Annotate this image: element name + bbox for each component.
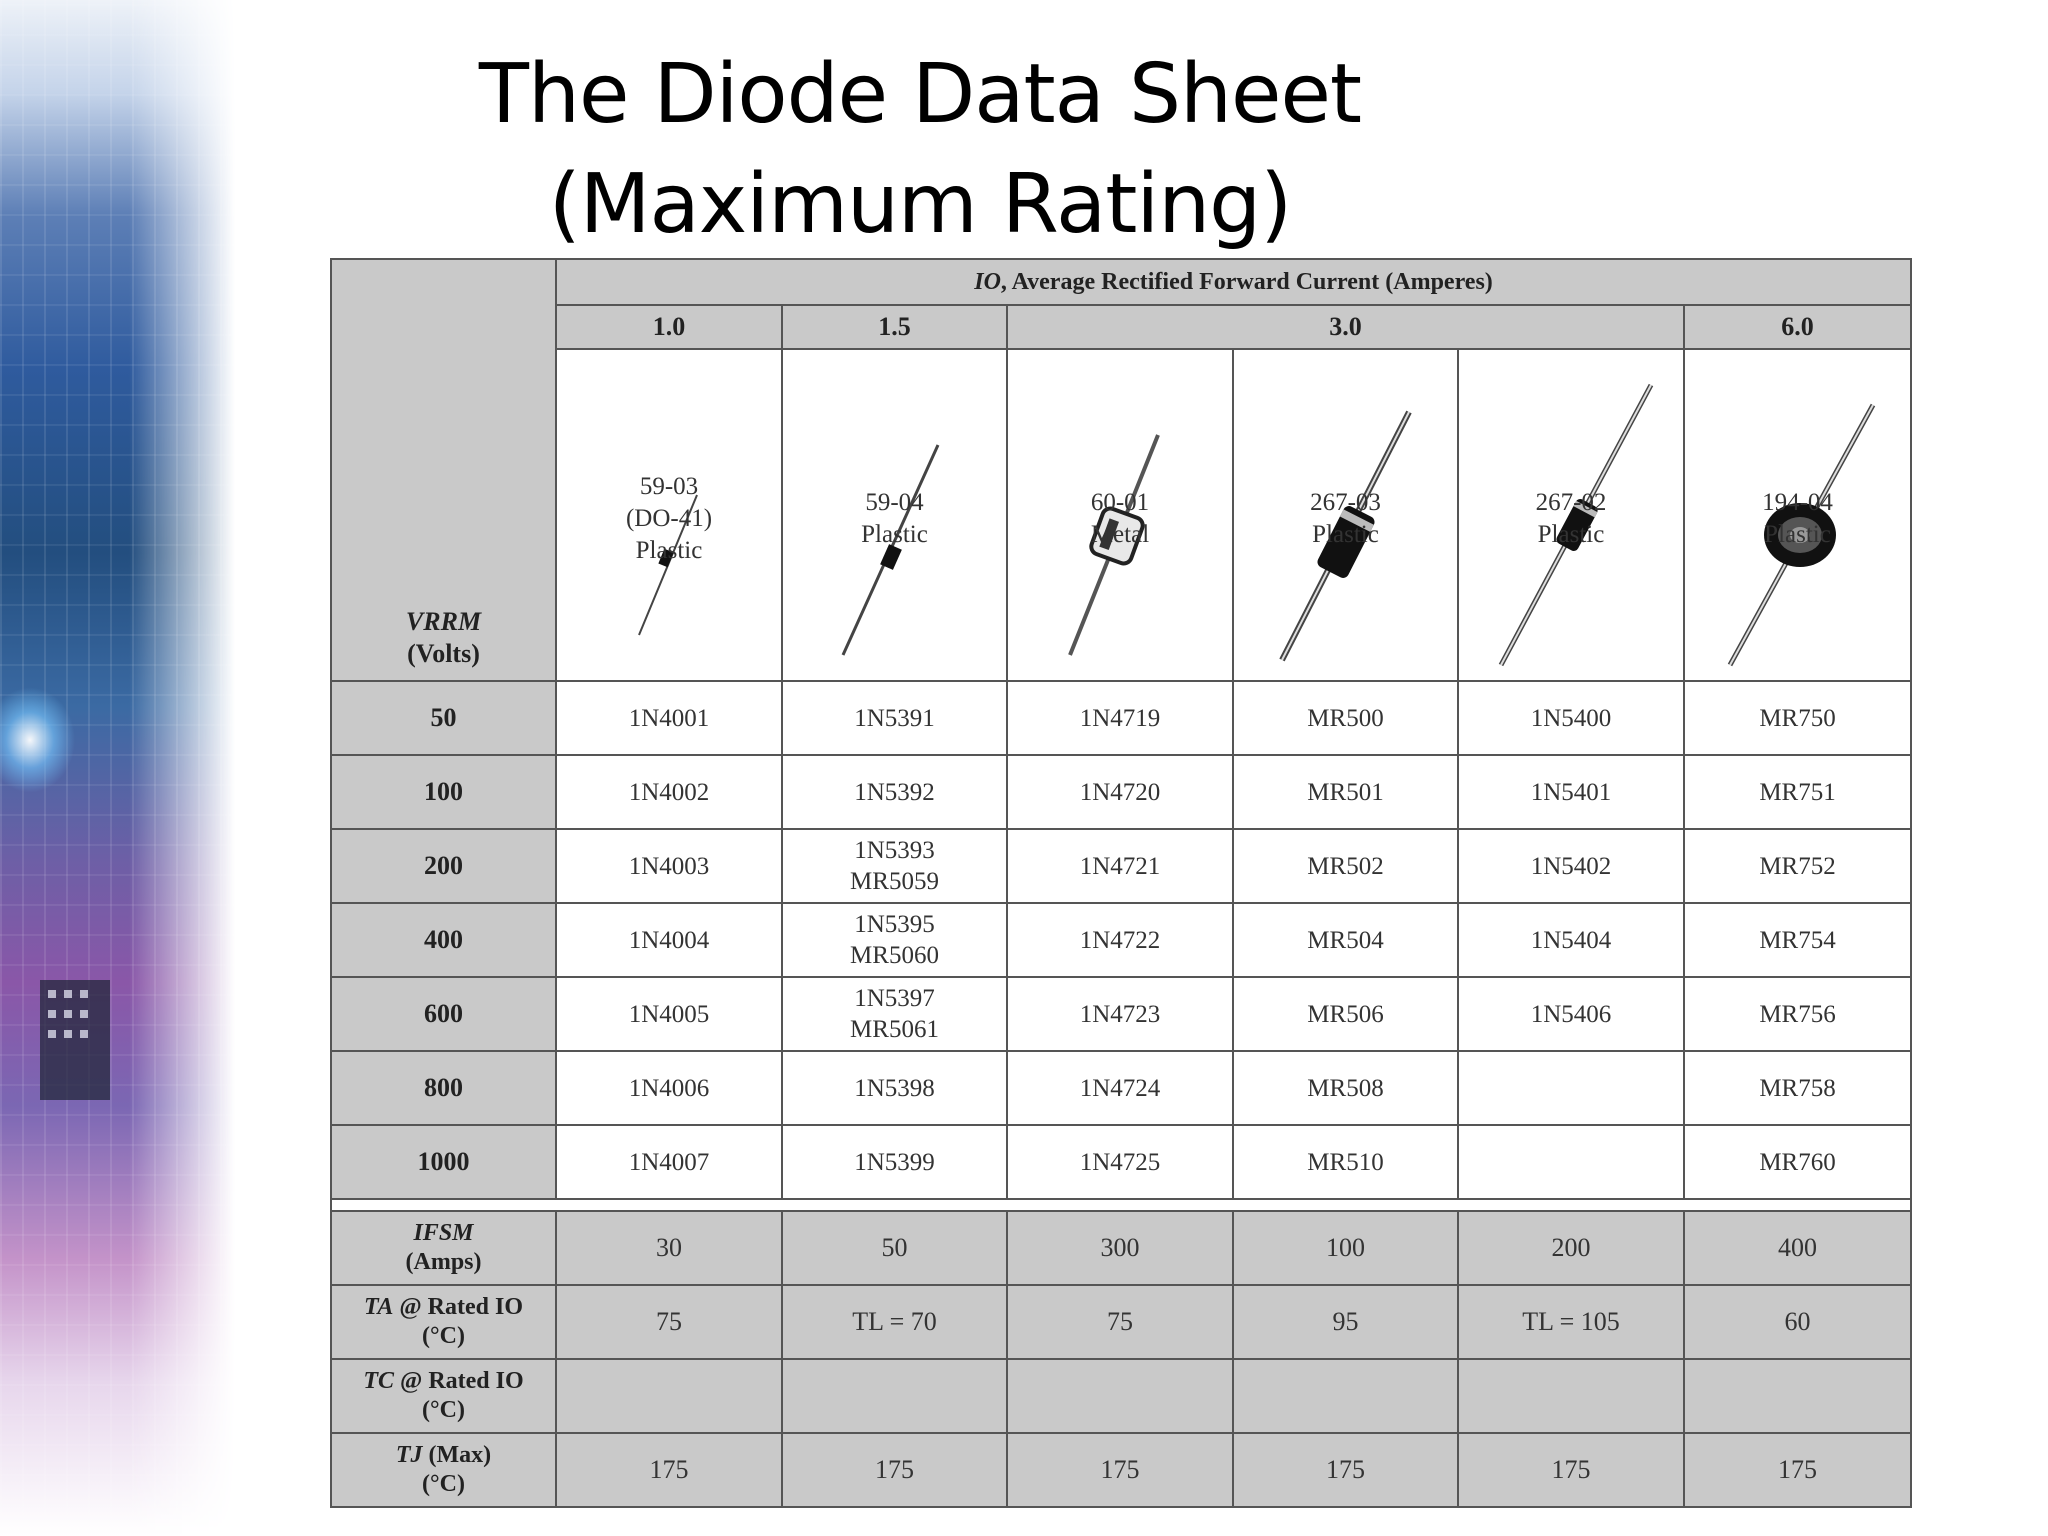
package-cell <box>782 349 1007 681</box>
table-row <box>331 903 1911 977</box>
rating-label <box>331 1285 556 1359</box>
package-material: Plastic <box>635 537 703 564</box>
part-number-cell: MR750 <box>1684 681 1911 755</box>
rating-row <box>331 1211 1911 1285</box>
package-case: 267-02 <box>1535 489 1607 516</box>
package-cell <box>1233 349 1458 681</box>
part-number-cell: MR754 <box>1684 903 1911 977</box>
decorative-chip-graphic <box>20 920 150 1180</box>
rating-value-cell <box>1458 1359 1684 1433</box>
vrrm-value: 400 <box>331 903 556 977</box>
rating-value-cell: 200 <box>1458 1211 1684 1285</box>
rating-row <box>331 1285 1911 1359</box>
rating-value-cell <box>1007 1359 1233 1433</box>
rating-value-cell: 175 <box>1233 1433 1458 1507</box>
package-cell <box>1458 349 1684 681</box>
rating-value-cell: 175 <box>1007 1433 1233 1507</box>
table-row <box>331 1125 1911 1199</box>
part-number-cell <box>1458 1051 1684 1125</box>
rating-value-cell: 175 <box>1684 1433 1911 1507</box>
part-number-cell: 1N4725 <box>1007 1125 1233 1199</box>
part-number-cell: 1N5393 MR5059 <box>782 829 1007 903</box>
rating-symbol: TA <box>364 1294 394 1320</box>
table-row <box>331 829 1911 903</box>
part-number-cell: MR760 <box>1684 1125 1911 1199</box>
package-case: 59-03 <box>639 473 699 500</box>
table-row <box>331 977 1911 1051</box>
part-number-cell: 1N5400 <box>1458 681 1684 755</box>
rating-row <box>331 1359 1911 1433</box>
rating-label <box>331 1359 556 1433</box>
rating-value-cell: TL = 70 <box>782 1285 1007 1359</box>
part-number-cell: 1N4002 <box>556 755 782 829</box>
package-case: 194-04 <box>1762 489 1833 516</box>
package-case: 60-01 <box>1090 489 1150 516</box>
part-number-cell <box>1458 1125 1684 1199</box>
rating-unit: (Amps) <box>405 1249 482 1275</box>
package-cell <box>556 349 782 681</box>
part-number-cell: 1N5399 <box>782 1125 1007 1199</box>
rating-value-cell: 75 <box>1007 1285 1233 1359</box>
part-number-cell: 1N4719 <box>1007 681 1233 755</box>
package-material: Plastic <box>1537 521 1605 548</box>
part-number-cell: 1N4006 <box>556 1051 782 1125</box>
package-cell <box>1007 349 1233 681</box>
rating-label <box>331 1433 556 1507</box>
decorative-circuit-board-strip <box>0 0 235 1536</box>
slide-title <box>380 40 1460 260</box>
vrrm-value: 800 <box>331 1051 556 1125</box>
part-number-cell: MR508 <box>1233 1051 1458 1125</box>
part-number-cell: MR502 <box>1233 829 1458 903</box>
part-number-cell: MR500 <box>1233 681 1458 755</box>
part-number-cell: 1N5402 <box>1458 829 1684 903</box>
package-case: 267-03 <box>1310 489 1381 516</box>
vrrm-symbol: VRRM <box>405 607 482 636</box>
header-title-row <box>331 259 1911 305</box>
part-number-cell: 1N4001 <box>556 681 782 755</box>
part-number-cell: 1N4007 <box>556 1125 782 1199</box>
package-line2: (DO-41) <box>625 505 713 532</box>
rating-value-cell <box>1233 1359 1458 1433</box>
package-material: Plastic <box>1312 521 1379 548</box>
current-group-6a: 6.0 <box>1684 305 1911 349</box>
table-row <box>331 681 1911 755</box>
vrrm-unit: (Volts) <box>407 639 480 668</box>
rating-value-cell: 50 <box>782 1211 1007 1285</box>
part-number-cell: 1N5395 MR5060 <box>782 903 1007 977</box>
rating-value-cell: 300 <box>1007 1211 1233 1285</box>
current-group-1a: 1.0 <box>556 305 782 349</box>
rating-value-cell: 175 <box>782 1433 1007 1507</box>
rating-unit: (°C) <box>422 1397 465 1423</box>
part-number-cell: MR752 <box>1684 829 1911 903</box>
part-number-cell: MR504 <box>1233 903 1458 977</box>
part-number-cell: MR758 <box>1684 1051 1911 1125</box>
rating-value-cell: TL = 105 <box>1458 1285 1684 1359</box>
part-number-rows <box>331 681 1911 1199</box>
current-header-text: , Average Rectified Forward Current (Amperes) <box>1000 268 1493 295</box>
part-number-cell: 1N5392 <box>782 755 1007 829</box>
rating-value-cell <box>782 1359 1007 1433</box>
title-line-1: The Diode Data Sheet <box>478 47 1362 142</box>
part-number-cell: 1N5398 <box>782 1051 1007 1125</box>
rating-value-cell <box>556 1359 782 1433</box>
rating-symbol: TC <box>363 1368 394 1394</box>
io-symbol: IO <box>974 268 1001 295</box>
part-number-cell: MR506 <box>1233 977 1458 1051</box>
rating-symbol: IFSM <box>413 1220 474 1246</box>
rating-unit: (°C) <box>422 1323 465 1349</box>
part-number-cell: MR501 <box>1233 755 1458 829</box>
rating-label-text: (Max) <box>422 1442 492 1468</box>
package-cell <box>1684 349 1911 681</box>
vrrm-value: 50 <box>331 681 556 755</box>
rating-value-cell: 60 <box>1684 1285 1911 1359</box>
vrrm-value: 200 <box>331 829 556 903</box>
rating-value-cell: 175 <box>556 1433 782 1507</box>
current-header-title <box>556 259 1911 305</box>
vrrm-value: 1000 <box>331 1125 556 1199</box>
part-number-cell: 1N4003 <box>556 829 782 903</box>
rating-value-cell <box>1684 1359 1911 1433</box>
rating-rows <box>331 1211 1911 1507</box>
part-number-cell: 1N4722 <box>1007 903 1233 977</box>
rating-value-cell: 175 <box>1458 1433 1684 1507</box>
part-number-cell: 1N4004 <box>556 903 782 977</box>
rating-value-cell: 400 <box>1684 1211 1911 1285</box>
diode-data-table <box>330 258 1912 1508</box>
title-line-2: (Maximum Rating) <box>548 157 1292 252</box>
package-material: Plastic <box>861 521 928 548</box>
package-material: Plastic <box>1764 521 1831 548</box>
part-number-cell: 1N5391 <box>782 681 1007 755</box>
vrrm-header-cell <box>331 259 556 681</box>
rating-value-cell: 75 <box>556 1285 782 1359</box>
rating-label <box>331 1211 556 1285</box>
part-number-cell: 1N4720 <box>1007 755 1233 829</box>
part-number-cell: 1N5397 MR5061 <box>782 977 1007 1051</box>
table-row <box>331 1051 1911 1125</box>
rating-row <box>331 1433 1911 1507</box>
part-number-cell: 1N4724 <box>1007 1051 1233 1125</box>
part-number-cell: 1N5406 <box>1458 977 1684 1051</box>
separator-cell <box>331 1199 1911 1211</box>
part-number-cell: 1N4721 <box>1007 829 1233 903</box>
part-number-cell: MR756 <box>1684 977 1911 1051</box>
rating-symbol: TJ <box>395 1442 423 1468</box>
current-groups-row <box>331 305 1911 349</box>
rating-unit: (°C) <box>422 1471 465 1497</box>
part-number-cell: 1N5401 <box>1458 755 1684 829</box>
package-case: 59-04 <box>865 489 924 516</box>
current-group-1-5a: 1.5 <box>782 305 1007 349</box>
table-row <box>331 755 1911 829</box>
rating-value-cell: 95 <box>1233 1285 1458 1359</box>
part-number-cell: 1N4005 <box>556 977 782 1051</box>
package-material: Metal <box>1090 521 1150 548</box>
rating-value-cell: 100 <box>1233 1211 1458 1285</box>
section-separator <box>331 1199 1911 1211</box>
part-number-cell: 1N5404 <box>1458 903 1684 977</box>
part-number-cell: MR751 <box>1684 755 1911 829</box>
rating-label-text: @ Rated IO <box>393 1294 523 1320</box>
vrrm-value: 600 <box>331 977 556 1051</box>
rating-value-cell: 30 <box>556 1211 782 1285</box>
vrrm-value: 100 <box>331 755 556 829</box>
part-number-cell: 1N4723 <box>1007 977 1233 1051</box>
part-number-cell: MR510 <box>1233 1125 1458 1199</box>
package-row <box>331 349 1911 681</box>
current-group-3a: 3.0 <box>1007 305 1684 349</box>
rating-label-text: @ Rated IO <box>394 1368 524 1394</box>
